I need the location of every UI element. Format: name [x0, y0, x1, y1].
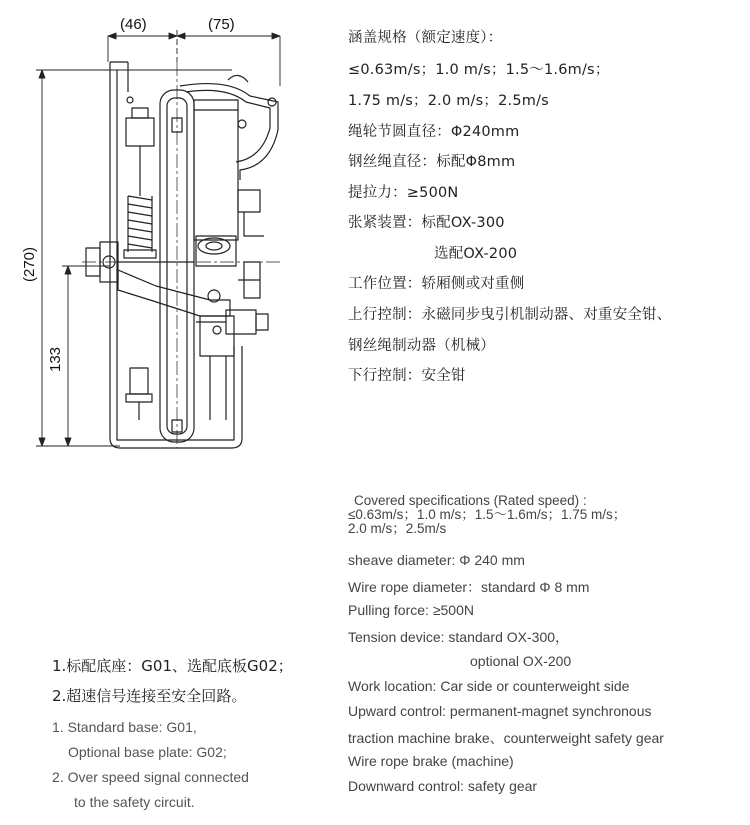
lower-bolt	[126, 356, 226, 420]
spec-en-downward: Downward control: safety gear	[348, 778, 538, 794]
dimension-total-height: (270)	[21, 246, 38, 282]
spec-cn-pull: 提拉力：≥500N	[348, 185, 459, 201]
dimension-top-right: (75)	[208, 16, 235, 33]
spec-cn-speeds-1: ≤0.63m/s；1.0 m/s；1.5～1.6m/s；	[348, 62, 610, 78]
note-en-1-line2: Optional base plate: G02;	[68, 744, 227, 760]
spec-en-tension-std: Tension device: standard OX-300，	[348, 629, 570, 645]
spec-en-upward-2: traction machine brake、counterweight safety gear	[348, 730, 664, 746]
spec-cn-downward: 下行控制：安全钳	[348, 368, 466, 384]
spec-en-pull: Pulling force: ≥500N	[348, 602, 474, 618]
spec-cn-rope: 钢丝绳直径：标配Φ8mm	[348, 154, 516, 170]
dimension-lower-height: 133	[47, 346, 64, 372]
spec-cn-sheave: 绳轮节圆直径：Φ240mm	[348, 124, 520, 140]
spring-assembly	[124, 108, 156, 258]
spec-en-rope: Wire rope diameter：standard Φ 8 mm	[348, 579, 590, 595]
spec-en-speeds-2: 2.0 m/s；2.5m/s	[348, 521, 447, 536]
lever-arm	[118, 270, 234, 356]
note-en-2-line2: to the safety circuit.	[74, 794, 195, 810]
spec-en-location: Work location: Car side or counterweight side	[348, 678, 630, 694]
spec-en-upward-1: Upward control: permanent-magnet synchronous	[348, 703, 652, 719]
spec-cn-upward-1: 上行控制：永磁同步曳引机制动器、对重安全钳、	[348, 307, 672, 323]
dimension-top-left: (46)	[120, 16, 147, 33]
note-en-1-line1: 1. Standard base: G01,	[52, 719, 197, 735]
spec-cn-tension-std: 张紧装置：标配OX-300	[348, 215, 505, 231]
spec-cn-title: 涵盖规格（额定速度）：	[348, 30, 503, 46]
top-dimension-lines	[108, 30, 280, 86]
note-cn-2: 2.超速信号连接至安全回路。	[52, 687, 247, 705]
top-cover	[127, 75, 278, 180]
spec-en-upward-3: Wire rope brake (machine)	[348, 753, 514, 769]
spec-en-tension-opt: optional OX-200	[470, 653, 572, 669]
spec-cn-location: 工作位置：轿厢侧或对重侧	[348, 276, 525, 292]
housing-block	[194, 100, 264, 266]
spec-cn-upward-2: 钢丝绳制动器（机械）	[348, 338, 495, 354]
spec-en-speeds-1: ≤0.63m/s；1.0 m/s；1.5～1.6m/s；1.75 m/s；	[348, 507, 627, 522]
note-cn-1: 1.标配底座：G01、选配底板G02；	[52, 657, 293, 675]
governor-side-view-drawing	[0, 0, 340, 460]
spec-cn-tension-opt: 选配OX-200	[434, 246, 518, 262]
spec-en-title: Covered specifications (Rated speed) :	[354, 493, 587, 508]
note-en-2-line1: 2. Over speed signal connected	[52, 769, 249, 785]
spec-en-sheave: sheave diameter: Φ 240 mm	[348, 552, 525, 568]
spec-cn-speeds-2: 1.75 m/s；2.0 m/s；2.5m/s	[348, 93, 549, 109]
right-bolts	[196, 262, 268, 334]
